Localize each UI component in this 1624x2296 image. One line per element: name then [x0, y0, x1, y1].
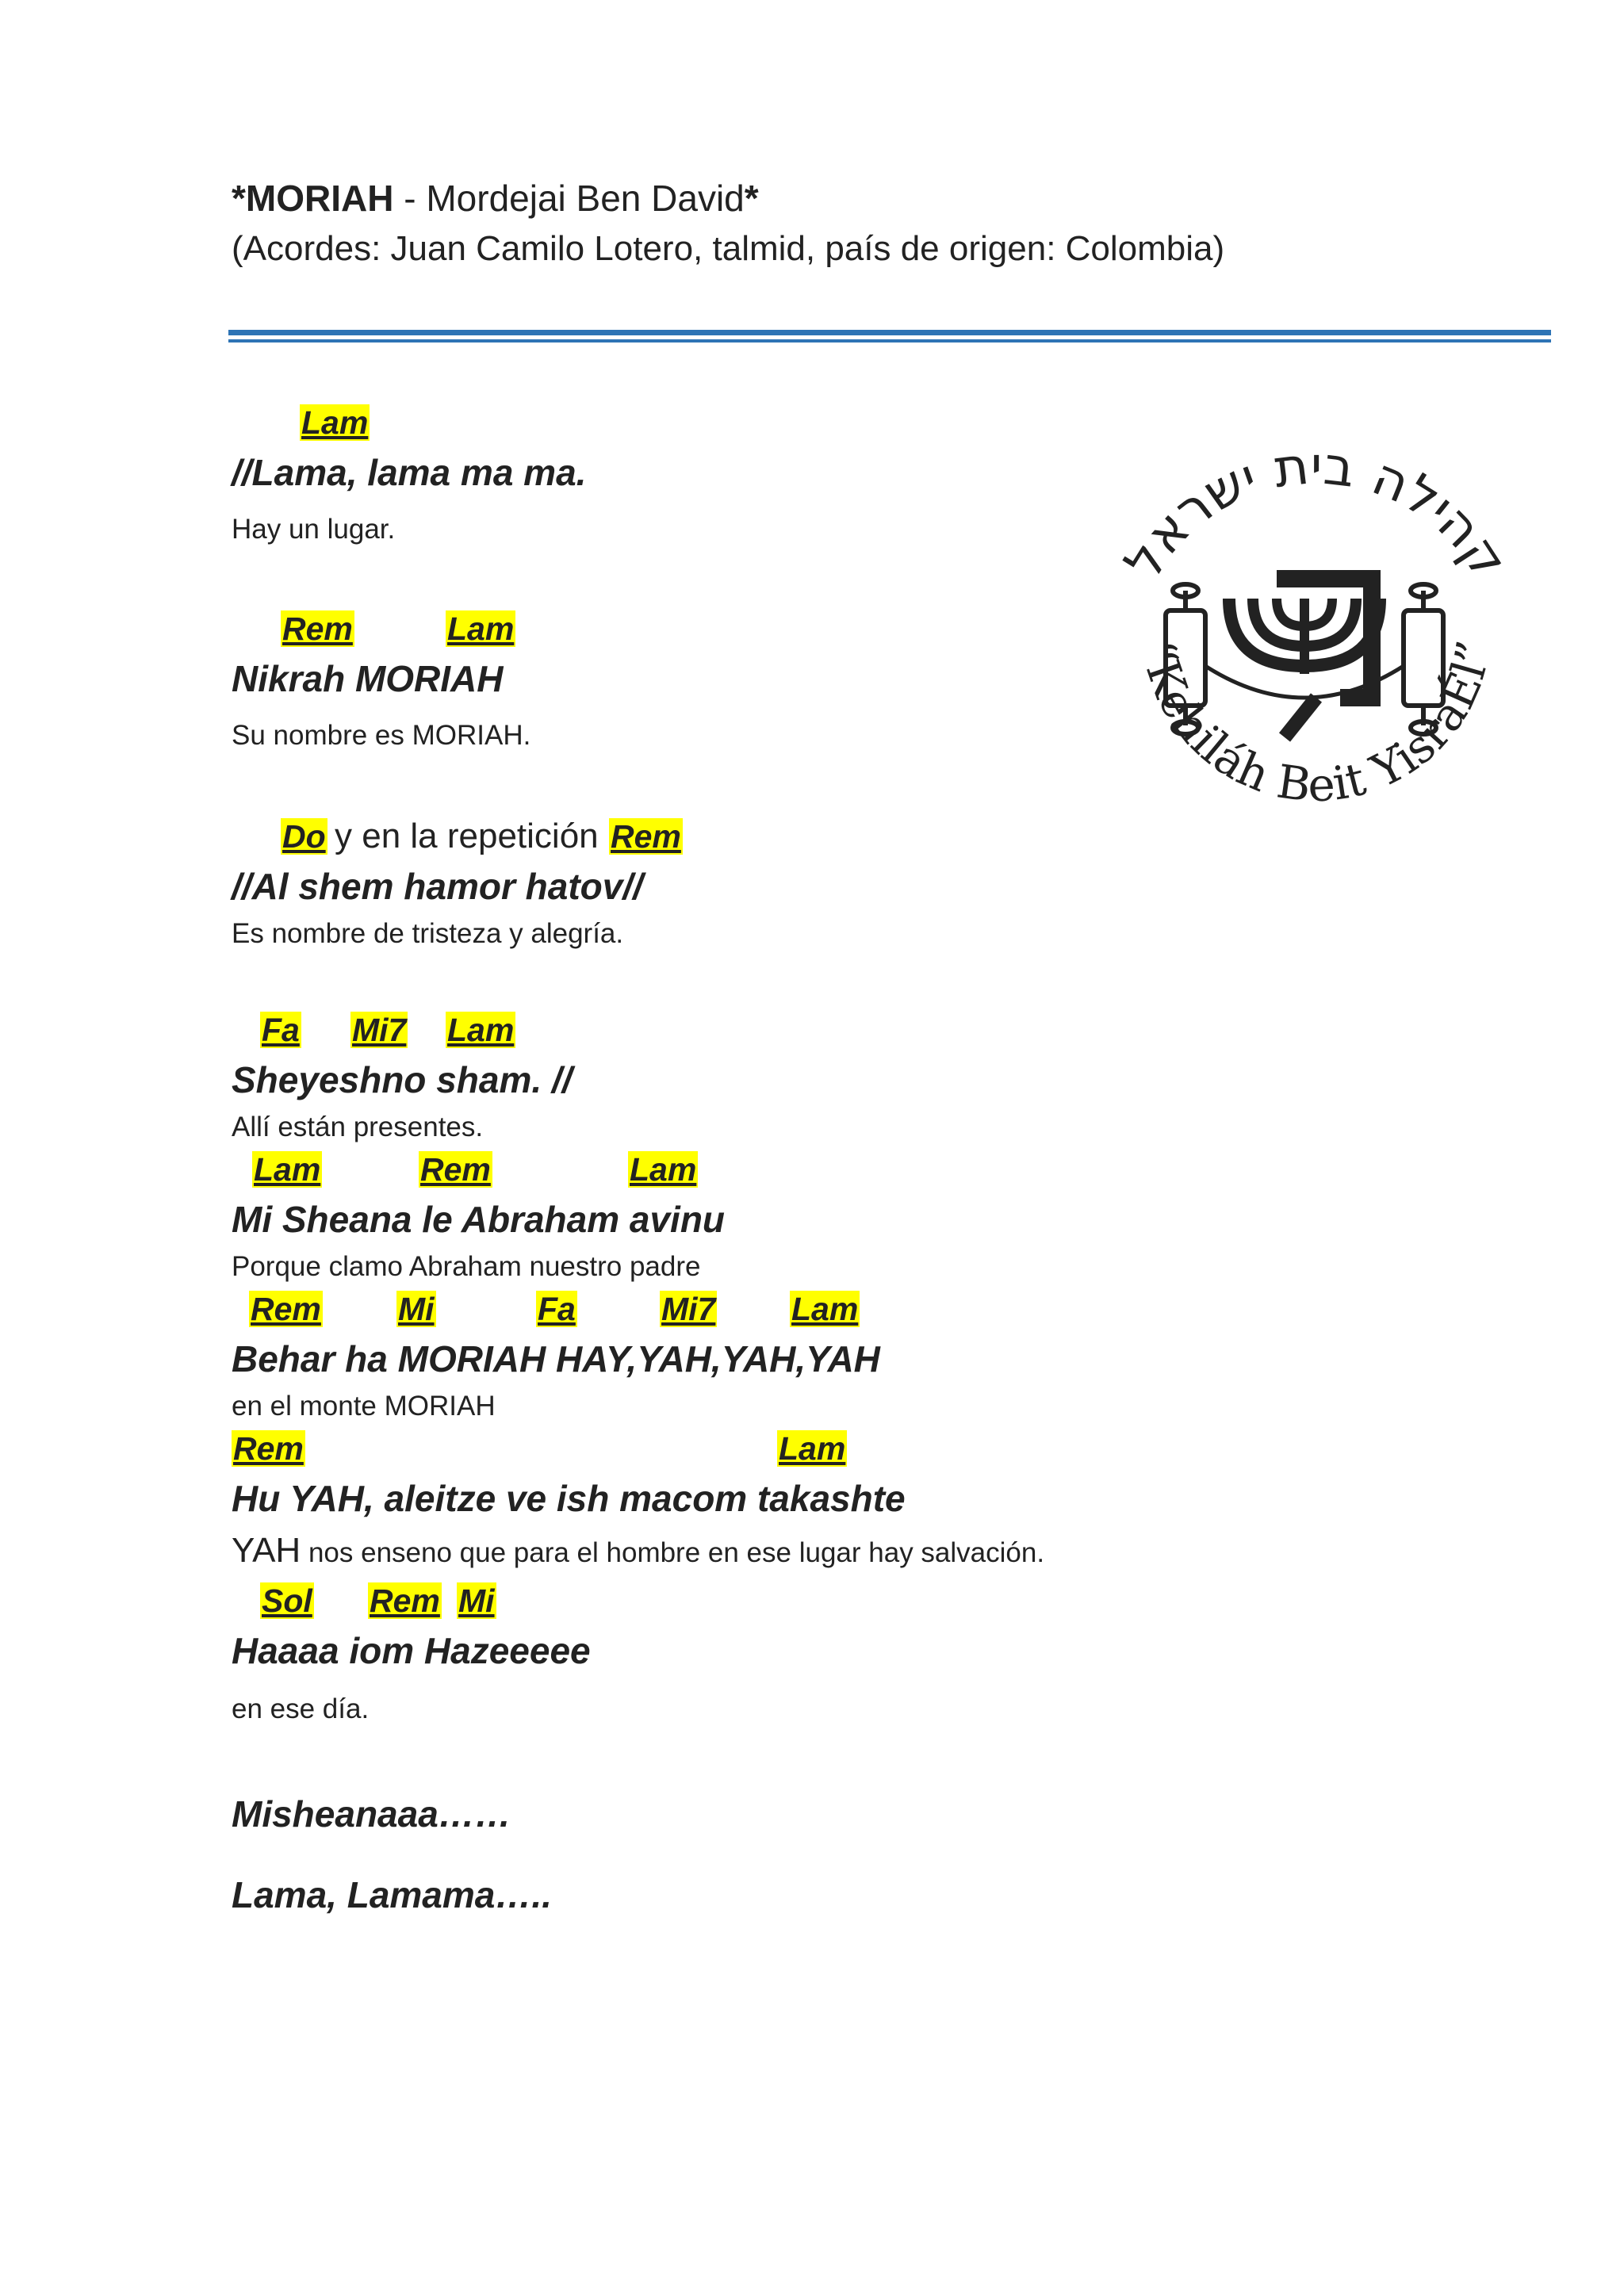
chord: Lam: [447, 1012, 515, 1048]
chord: Rem: [420, 1151, 491, 1188]
translation-line: Allí están presentes.: [232, 1112, 484, 1142]
chord: Lam: [254, 1151, 321, 1188]
translation-line: [232, 1533, 1044, 1571]
outro-line: Misheanaaa……: [232, 1793, 511, 1835]
translation-lead: YAH: [232, 1531, 301, 1570]
lyric-line: //Al shem hamor hatov//: [232, 866, 643, 907]
chord: Fa: [538, 1291, 576, 1327]
translation-line: Su nombre es MORIAH.: [232, 720, 531, 751]
chord-note: y en la repetición: [335, 817, 599, 855]
translation-line: Hay un lugar.: [232, 514, 396, 545]
chord: Lam: [447, 610, 515, 647]
logo-hebrew-text: קהילה בית ישראל: [1112, 434, 1520, 590]
kehilah-logo: [1078, 428, 1538, 888]
chord: Rem: [611, 818, 681, 855]
chord: Lam: [301, 404, 369, 441]
chord: Rem: [251, 1291, 321, 1327]
chord: Lam: [630, 1151, 697, 1188]
lyric-line: Nikrah MORIAH: [232, 658, 504, 699]
lyric-line: Behar ha MORIAH HAY,YAH,YAH,YAH: [232, 1338, 880, 1380]
translation-line: Porque clamo Abraham nuestro padre: [232, 1251, 701, 1282]
chord: Lam: [791, 1291, 859, 1327]
lyric-line: Mi Sheana le Abraham avinu: [232, 1199, 726, 1240]
outro-line: Lama, Lamama…..: [232, 1874, 552, 1915]
song-title: MORIAH: [245, 178, 394, 219]
chord: Mi: [458, 1582, 495, 1619]
chord: Do: [282, 818, 326, 855]
chord: Mi7: [661, 1291, 716, 1327]
lyric-line: Sheyeshno sham. //: [232, 1059, 573, 1100]
translation-text: nos enseno que para el hombre en ese lugar hay salvación.: [301, 1537, 1045, 1568]
artist-name: Mordejai Ben David: [426, 178, 745, 219]
chord: Mi: [398, 1291, 435, 1327]
logo-latin-text: “Kehiláh Beit YisraÉl”: [1131, 637, 1502, 813]
translation-line: en el monte MORIAH: [232, 1391, 496, 1422]
title-separator: -: [393, 178, 427, 219]
translation-line: en ese día.: [232, 1693, 370, 1724]
chord: Rem: [370, 1582, 440, 1619]
chord: Lam: [779, 1430, 846, 1467]
lyric-line: Haaaa iom Hazeeeee: [232, 1630, 591, 1671]
chord: Mi7: [352, 1012, 407, 1048]
title-marker: *: [744, 178, 759, 219]
lyric-line: //Lama, lama ma ma.: [232, 452, 587, 493]
chord: Rem: [282, 610, 353, 647]
chord: Sol: [262, 1582, 312, 1619]
header-divider: [228, 339, 1551, 342]
chord: Rem: [233, 1430, 304, 1467]
title-marker: *: [232, 178, 246, 219]
header-divider: [228, 330, 1551, 335]
song-title-line: [232, 176, 759, 220]
lyric-line: Hu YAH, aleitze ve ish macom takashte: [232, 1478, 906, 1519]
translation-line: Es nombre de tristeza y alegría.: [232, 918, 624, 949]
chord: Fa: [262, 1012, 300, 1048]
credits-line: (Acordes: Juan Camilo Lotero, talmid, país de origen: Colombia): [232, 229, 1225, 268]
